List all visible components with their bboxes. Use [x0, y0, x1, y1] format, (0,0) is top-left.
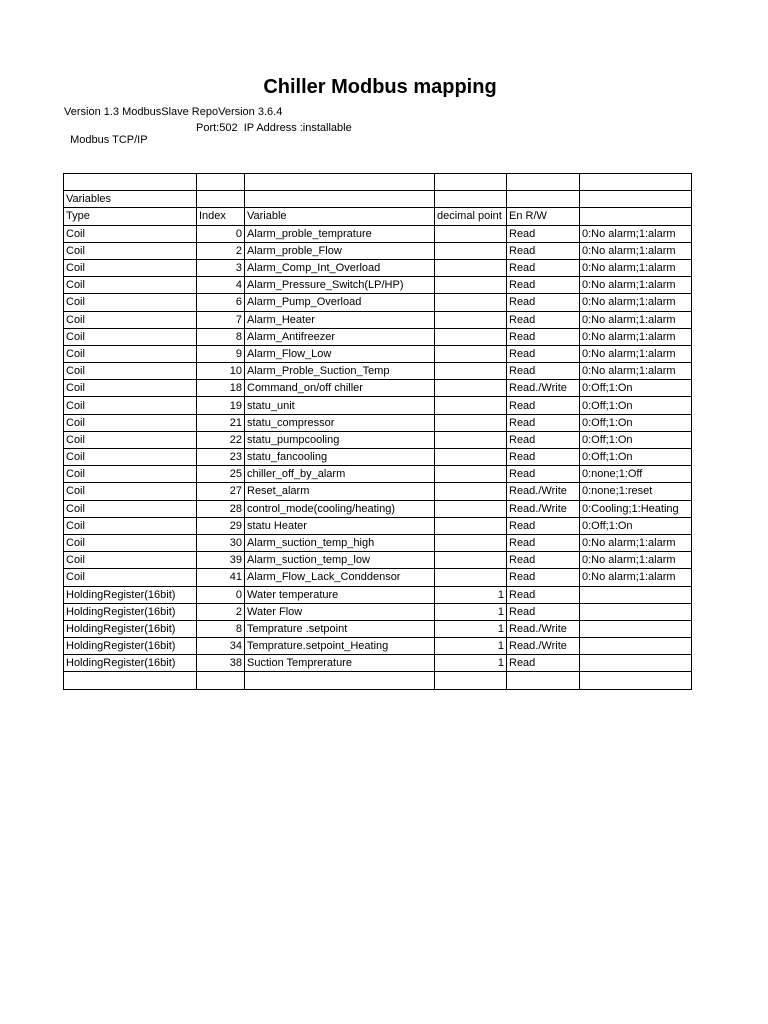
- cell-rw: Read./Write: [507, 500, 580, 517]
- cell-index: 22: [197, 431, 245, 448]
- table-row: [64, 225, 692, 242]
- cell-rw: Read./Write: [507, 638, 580, 655]
- cell-values: 0:No alarm;1:alarm: [580, 225, 692, 242]
- table-row: [64, 363, 692, 380]
- cell-variable: Alarm_Flow_Lack_Conddensor: [245, 569, 435, 586]
- cell-values: 0:Off;1:On: [580, 397, 692, 414]
- cell-decimal-point: [435, 466, 507, 483]
- cell-variable: Alarm_Comp_Int_Overload: [245, 259, 435, 276]
- cell-type: Coil: [64, 397, 197, 414]
- table-row: [64, 328, 692, 345]
- cell-index: 8: [197, 620, 245, 637]
- cell-index: 23: [197, 449, 245, 466]
- cell-decimal-point: [435, 363, 507, 380]
- cell-rw: Read: [507, 586, 580, 603]
- cell-type: Coil: [64, 259, 197, 276]
- cell-index: 19: [197, 397, 245, 414]
- cell-rw: Read: [507, 466, 580, 483]
- cell-values: 0:No alarm;1:alarm: [580, 259, 692, 276]
- table-row: [64, 552, 692, 569]
- cell-variable: Alarm_proble_temprature: [245, 225, 435, 242]
- cell-rw: Read: [507, 569, 580, 586]
- port-label: Port:502 IP Address :installable: [196, 122, 352, 134]
- cell-variable: Temprature .setpoint: [245, 620, 435, 637]
- cell-variable: statu_fancooling: [245, 449, 435, 466]
- cell-values: [580, 603, 692, 620]
- cell-rw: Read: [507, 655, 580, 672]
- cell-rw: Read: [507, 603, 580, 620]
- connection-line: [64, 122, 352, 158]
- table-row: [64, 483, 692, 500]
- table-row: [64, 638, 692, 655]
- cell-decimal-point: [435, 259, 507, 276]
- cell-rw: Read: [507, 363, 580, 380]
- table-row: [64, 414, 692, 431]
- cell-type: Coil: [64, 328, 197, 345]
- cell-type: Coil: [64, 534, 197, 551]
- table-header-row: [64, 208, 692, 225]
- cell-variable: statu Heater: [245, 517, 435, 534]
- cell-type: Coil: [64, 483, 197, 500]
- cell-type: HoldingRegister(16bit): [64, 603, 197, 620]
- cell-index: 0: [197, 586, 245, 603]
- cell-values: 0:none;1:Off: [580, 466, 692, 483]
- cell-rw: Read: [507, 328, 580, 345]
- cell-type: HoldingRegister(16bit): [64, 655, 197, 672]
- cell-variable: Alarm_Heater: [245, 311, 435, 328]
- cell-index: 27: [197, 483, 245, 500]
- cell-variable: Alarm_Pump_Overload: [245, 294, 435, 311]
- header-variable: Variable: [245, 208, 435, 225]
- cell-type: Coil: [64, 569, 197, 586]
- cell-variable: Alarm_suction_temp_low: [245, 552, 435, 569]
- cell-type: Coil: [64, 242, 197, 259]
- cell-values: 0:Off;1:On: [580, 449, 692, 466]
- cell-decimal-point: [435, 569, 507, 586]
- table-row: [64, 431, 692, 448]
- table-row: [64, 277, 692, 294]
- table-row: [64, 242, 692, 259]
- cell-decimal-point: [435, 449, 507, 466]
- cell-values: 0:none;1:reset: [580, 483, 692, 500]
- cell-type: HoldingRegister(16bit): [64, 638, 197, 655]
- table-body: [64, 174, 692, 690]
- cell-type: Coil: [64, 363, 197, 380]
- cell-decimal-point: [435, 380, 507, 397]
- cell-type: Coil: [64, 311, 197, 328]
- cell-type: Coil: [64, 431, 197, 448]
- header-index: Index: [197, 208, 245, 225]
- cell-values: 0:Off;1:On: [580, 517, 692, 534]
- cell-index: 2: [197, 603, 245, 620]
- cell-variable: Temprature.setpoint_Heating: [245, 638, 435, 655]
- cell-variable: statu_pumpcooling: [245, 431, 435, 448]
- cell-index: 39: [197, 552, 245, 569]
- cell-variable: Water temperature: [245, 586, 435, 603]
- cell-type: Coil: [64, 414, 197, 431]
- cell-values: [580, 655, 692, 672]
- cell-values: 0:Cooling;1:Heating: [580, 500, 692, 517]
- cell-decimal-point: 1: [435, 586, 507, 603]
- cell-decimal-point: [435, 328, 507, 345]
- cell-rw: Read: [507, 552, 580, 569]
- cell-index: 18: [197, 380, 245, 397]
- cell-values: 0:No alarm;1:alarm: [580, 552, 692, 569]
- protocol-label: Modbus TCP/IP: [70, 134, 148, 146]
- table-row: [64, 569, 692, 586]
- cell-index: 38: [197, 655, 245, 672]
- table-row: [64, 345, 692, 362]
- cell-index: 2: [197, 242, 245, 259]
- cell-type: Coil: [64, 277, 197, 294]
- cell-type: Coil: [64, 225, 197, 242]
- cell-values: 0:No alarm;1:alarm: [580, 569, 692, 586]
- cell-decimal-point: [435, 311, 507, 328]
- table-row-empty: [64, 174, 692, 191]
- cell-index: 7: [197, 311, 245, 328]
- cell-variable: Reset_alarm: [245, 483, 435, 500]
- cell-index: 34: [197, 638, 245, 655]
- cell-decimal-point: 1: [435, 603, 507, 620]
- cell-index: 28: [197, 500, 245, 517]
- cell-rw: Read: [507, 277, 580, 294]
- cell-rw: Read: [507, 397, 580, 414]
- cell-index: 8: [197, 328, 245, 345]
- cell-decimal-point: [435, 552, 507, 569]
- cell-type: Coil: [64, 552, 197, 569]
- cell-decimal-point: [435, 277, 507, 294]
- cell-values: [580, 638, 692, 655]
- table-row-empty: [64, 672, 692, 689]
- cell-index: 9: [197, 345, 245, 362]
- cell-variable: Alarm_Proble_Suction_Temp: [245, 363, 435, 380]
- cell-index: 41: [197, 569, 245, 586]
- table-row: [64, 620, 692, 637]
- cell-index: 0: [197, 225, 245, 242]
- cell-rw: Read./Write: [507, 380, 580, 397]
- cell-values: 0:Off;1:On: [580, 431, 692, 448]
- cell-index: 21: [197, 414, 245, 431]
- cell-values: 0:No alarm;1:alarm: [580, 534, 692, 551]
- cell-variable: Alarm_proble_Flow: [245, 242, 435, 259]
- cell-rw: Read: [507, 414, 580, 431]
- cell-variable: control_mode(cooling/heating): [245, 500, 435, 517]
- table-row-section: [64, 191, 692, 208]
- cell-variable: Alarm_suction_temp_high: [245, 534, 435, 551]
- section-label: Variables: [64, 191, 197, 208]
- cell-variable: chiller_off_by_alarm: [245, 466, 435, 483]
- cell-values: [580, 620, 692, 637]
- cell-decimal-point: [435, 517, 507, 534]
- cell-decimal-point: [435, 500, 507, 517]
- header-rw: En R/W: [507, 208, 580, 225]
- cell-decimal-point: [435, 242, 507, 259]
- table-row: [64, 517, 692, 534]
- cell-type: Coil: [64, 449, 197, 466]
- table-row: [64, 603, 692, 620]
- cell-rw: Read./Write: [507, 483, 580, 500]
- cell-decimal-point: 1: [435, 620, 507, 637]
- version-line: Version 1.3 ModbusSlave RepoVersion 3.6.4: [64, 106, 283, 118]
- table-row: [64, 586, 692, 603]
- cell-values: 0:No alarm;1:alarm: [580, 277, 692, 294]
- cell-variable: Suction Temprerature: [245, 655, 435, 672]
- cell-type: Coil: [64, 345, 197, 362]
- cell-type: HoldingRegister(16bit): [64, 586, 197, 603]
- header-type: Type: [64, 208, 197, 225]
- cell-decimal-point: [435, 294, 507, 311]
- cell-rw: Read: [507, 449, 580, 466]
- cell-type: Coil: [64, 294, 197, 311]
- cell-decimal-point: 1: [435, 655, 507, 672]
- header-decimal-point: decimal point: [435, 208, 507, 225]
- cell-index: 3: [197, 259, 245, 276]
- cell-variable: statu_unit: [245, 397, 435, 414]
- modbus-mapping-table: [63, 173, 692, 690]
- cell-index: 25: [197, 466, 245, 483]
- table-row: [64, 294, 692, 311]
- cell-variable: Alarm_Antifreezer: [245, 328, 435, 345]
- cell-rw: Read: [507, 534, 580, 551]
- cell-values: [580, 586, 692, 603]
- cell-rw: Read: [507, 345, 580, 362]
- cell-decimal-point: [435, 483, 507, 500]
- cell-rw: Read: [507, 225, 580, 242]
- cell-type: Coil: [64, 517, 197, 534]
- cell-variable: Command_on/off chiller: [245, 380, 435, 397]
- cell-index: 6: [197, 294, 245, 311]
- cell-type: HoldingRegister(16bit): [64, 620, 197, 637]
- cell-type: Coil: [64, 500, 197, 517]
- cell-values: 0:Off;1:On: [580, 380, 692, 397]
- table-row: [64, 397, 692, 414]
- cell-rw: Read: [507, 242, 580, 259]
- cell-type: Coil: [64, 466, 197, 483]
- cell-decimal-point: [435, 225, 507, 242]
- cell-decimal-point: 1: [435, 638, 507, 655]
- page-title: Chiller Modbus mapping: [263, 76, 497, 98]
- cell-values: 0:Off;1:On: [580, 414, 692, 431]
- table-row: [64, 534, 692, 551]
- cell-index: 4: [197, 277, 245, 294]
- cell-variable: Alarm_Pressure_Switch(LP/HP): [245, 277, 435, 294]
- cell-decimal-point: [435, 534, 507, 551]
- cell-variable: statu_compressor: [245, 414, 435, 431]
- cell-rw: Read./Write: [507, 620, 580, 637]
- cell-values: 0:No alarm;1:alarm: [580, 328, 692, 345]
- cell-rw: Read: [507, 311, 580, 328]
- table-row: [64, 466, 692, 483]
- cell-decimal-point: [435, 431, 507, 448]
- cell-values: 0:No alarm;1:alarm: [580, 311, 692, 328]
- table-row: [64, 311, 692, 328]
- cell-decimal-point: [435, 397, 507, 414]
- table-row: [64, 655, 692, 672]
- cell-variable: Alarm_Flow_Low: [245, 345, 435, 362]
- cell-type: Coil: [64, 380, 197, 397]
- cell-rw: Read: [507, 517, 580, 534]
- cell-index: 30: [197, 534, 245, 551]
- table-row: [64, 449, 692, 466]
- table-row: [64, 259, 692, 276]
- cell-rw: Read: [507, 431, 580, 448]
- header-values: [580, 208, 692, 225]
- cell-values: 0:No alarm;1:alarm: [580, 345, 692, 362]
- table-row: [64, 380, 692, 397]
- cell-values: 0:No alarm;1:alarm: [580, 294, 692, 311]
- cell-variable: Water Flow: [245, 603, 435, 620]
- table-row: [64, 500, 692, 517]
- cell-index: 10: [197, 363, 245, 380]
- cell-rw: Read: [507, 259, 580, 276]
- cell-values: 0:No alarm;1:alarm: [580, 363, 692, 380]
- cell-index: 29: [197, 517, 245, 534]
- cell-rw: Read: [507, 294, 580, 311]
- cell-decimal-point: [435, 414, 507, 431]
- cell-values: 0:No alarm;1:alarm: [580, 242, 692, 259]
- cell-decimal-point: [435, 345, 507, 362]
